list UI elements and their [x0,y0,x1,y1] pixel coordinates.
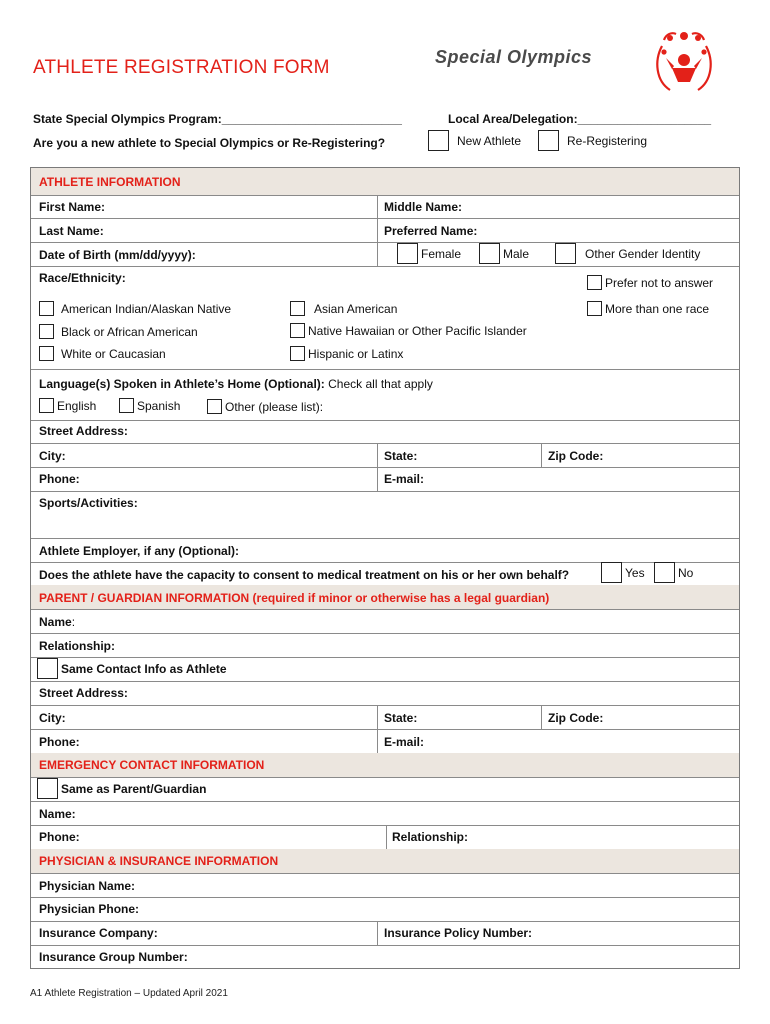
consent-no-checkbox[interactable] [654,562,675,583]
special-olympics-logo-icon [652,26,716,98]
physician-phone-row [31,897,739,922]
english-checkbox[interactable] [39,398,54,413]
new-or-reregister-question: Are you a new athlete to Special Olympics or Re-Registering? [33,136,386,150]
guardian-name-field[interactable] [39,615,75,629]
employer-row [31,538,739,563]
prefer-not-checkbox[interactable] [587,275,602,290]
athlete-zip-field[interactable]: Zip Code: [548,449,604,463]
asian-american-checkbox[interactable] [290,301,305,316]
same-as-parent-label: Same as Parent/Guardian [61,781,207,796]
languages-label: Language(s) Spoken in Athlete’s Home (Optional): [39,377,325,391]
american-indian-checkbox[interactable] [39,301,54,316]
last-name-row [31,218,739,243]
new-athlete-label: New Athlete [457,133,522,148]
race-block [31,266,739,370]
dob-row [31,242,739,267]
same-contact-checkbox[interactable] [37,658,58,679]
other-gender-label: Other Gender Identity [585,246,701,261]
guardian-city-field[interactable]: City: [39,711,66,725]
sports-field[interactable]: Sports/Activities: [39,496,138,510]
white-label: White or Caucasian [61,346,166,361]
guardian-city-row [31,705,739,730]
divider [386,825,387,849]
american-indian-label: American Indian/Alaskan Native [61,301,232,316]
group-number-row [31,945,739,968]
native-hawaiian-checkbox[interactable] [290,323,305,338]
guardian-name-label: Name [39,615,72,629]
local-area-line[interactable]: ____________________ [577,112,712,126]
athlete-city-row [31,443,739,468]
special-olympics-logo-text: Special Olympics [435,47,593,67]
male-label: Male [503,246,530,261]
local-area-label: Local Area/Delegation: [448,112,578,126]
physician-section-title: PHYSICIAN & INSURANCE INFORMATION [39,854,279,868]
divider [541,443,542,467]
athlete-phone-row [31,467,739,492]
athlete-section-header [31,168,739,196]
same-contact-label: Same Contact Info as Athlete [61,661,227,676]
divider [377,705,378,753]
languages-block [31,369,739,421]
insurance-row [31,921,739,946]
guardian-relationship-row [31,633,739,658]
male-checkbox[interactable] [479,243,500,264]
hispanic-checkbox[interactable] [290,346,305,361]
emergency-same-row [31,777,739,802]
divider [377,443,378,491]
consent-yes-checkbox[interactable] [601,562,622,583]
insurance-company-field[interactable]: Insurance Company: [39,926,158,940]
hispanic-label: Hispanic or Latinx [308,346,404,361]
emergency-relationship-field[interactable]: Relationship: [392,830,469,844]
consent-no-label: No [678,565,694,580]
american-indian-option[interactable] [39,301,231,316]
languages-hint: Check all that apply [328,377,433,391]
footer-text: A1 Athlete Registration – Updated April 2021 [30,988,228,999]
first-name-field[interactable]: First Name: [39,200,106,214]
athlete-street-row [31,420,739,444]
race-label: Race/Ethnicity: [39,271,126,285]
consent-yes-option[interactable] [601,562,645,583]
guardian-phone-row [31,729,739,754]
consent-no-option[interactable] [654,562,693,583]
guardian-street-row [31,681,739,706]
more-than-one-option[interactable] [587,301,709,316]
emergency-phone-row [31,825,739,850]
same-as-parent-checkbox[interactable] [37,778,58,799]
black-checkbox[interactable] [39,324,54,339]
spanish-option[interactable] [119,398,180,413]
other-gender-option[interactable] [555,243,700,264]
white-option[interactable] [39,346,166,361]
guardian-name-colon: : [71,615,76,629]
english-option[interactable] [39,398,96,413]
sports-row [31,491,739,539]
emergency-name-row [31,801,739,826]
last-name-field[interactable]: Last Name: [39,224,104,238]
athlete-section-title: ATHLETE INFORMATION [39,175,181,189]
dob-field[interactable]: Date of Birth (mm/dd/yyyy): [39,248,196,262]
group-number-field[interactable]: Insurance Group Number: [39,950,188,964]
re-registering-checkbox[interactable] [538,130,559,151]
athlete-state-field[interactable]: State: [384,449,418,463]
consent-question: Does the athlete have the capacity to consent to medical treatment on his or her own behalf? [39,568,570,582]
black-option[interactable] [39,324,198,339]
other-language-label: Other (please list): [225,399,324,414]
emergency-phone-field[interactable]: Phone: [39,830,80,844]
hispanic-option[interactable] [290,346,403,361]
guardian-relationship-field[interactable]: Relationship: [39,639,116,653]
white-checkbox[interactable] [39,346,54,361]
black-label: Black or African American [61,324,198,339]
other-gender-checkbox[interactable] [555,243,576,264]
english-label: English [57,398,97,413]
divider [377,195,378,266]
preferred-name-field[interactable]: Preferred Name: [384,224,478,238]
re-registering-option[interactable] [538,130,647,151]
prefer-not-label: Prefer not to answer [605,275,714,290]
policy-number-field[interactable]: Insurance Policy Number: [384,926,533,940]
prefer-not-option[interactable] [587,275,713,290]
employer-field[interactable]: Athlete Employer, if any (Optional): [39,544,240,558]
other-language-option[interactable] [207,399,323,414]
middle-name-field[interactable]: Middle Name: [384,200,463,214]
consent-row [31,562,739,586]
asian-american-label: Asian American [314,301,398,316]
guardian-street-field[interactable]: Street Address: [39,686,128,700]
registration-form [30,167,740,969]
other-language-checkbox[interactable] [207,399,222,414]
physician-name-row [31,873,739,898]
male-option[interactable] [479,243,529,264]
new-athlete-option[interactable] [428,130,521,151]
guardian-same-contact-row [31,657,739,682]
consent-yes-label: Yes [625,565,645,580]
athlete-city-field[interactable]: City: [39,449,66,463]
state-program-label: State Special Olympics Program: [33,112,222,126]
divider [541,705,542,729]
native-hawaiian-option[interactable] [290,323,527,338]
re-registering-label: Re-Registering [567,133,648,148]
emergency-name-field[interactable]: Name: [39,807,76,821]
spanish-label: Spanish [137,398,181,413]
more-than-one-checkbox[interactable] [587,301,602,316]
emergency-section-header [31,753,739,778]
form-title: ATHLETE REGISTRATION FORM [33,57,330,78]
divider [377,921,378,945]
guardian-state-field[interactable]: State: [384,711,418,725]
guardian-section-title: PARENT / GUARDIAN INFORMATION (required if minor or otherwise has a legal guardian) [39,591,550,605]
physician-name-field[interactable]: Physician Name: [39,879,136,893]
name-row [31,195,739,219]
athlete-email-field[interactable]: E-mail: [384,472,425,486]
guardian-phone-field[interactable]: Phone: [39,735,80,749]
emergency-section-title: EMERGENCY CONTACT INFORMATION [39,758,265,772]
female-checkbox[interactable] [397,243,418,264]
state-program-line[interactable]: ___________________________ [221,112,402,126]
same-as-parent-option[interactable] [37,778,206,799]
more-than-one-label: More than one race [605,301,710,316]
guardian-name-row [31,609,739,634]
athlete-phone-field[interactable]: Phone: [39,472,80,486]
guardian-email-field[interactable]: E-mail: [384,735,425,749]
same-contact-option[interactable] [37,658,227,679]
female-option[interactable] [397,243,461,264]
spanish-checkbox[interactable] [119,398,134,413]
athlete-street-field[interactable]: Street Address: [39,424,128,438]
new-athlete-checkbox[interactable] [428,130,449,151]
guardian-section-header [31,585,739,610]
asian-american-option[interactable] [290,301,397,316]
native-hawaiian-label: Native Hawaiian or Other Pacific Islander [308,323,527,338]
female-label: Female [421,246,462,261]
physician-section-header [31,849,739,874]
physician-phone-field[interactable]: Physician Phone: [39,902,140,916]
guardian-zip-field[interactable]: Zip Code: [548,711,604,725]
